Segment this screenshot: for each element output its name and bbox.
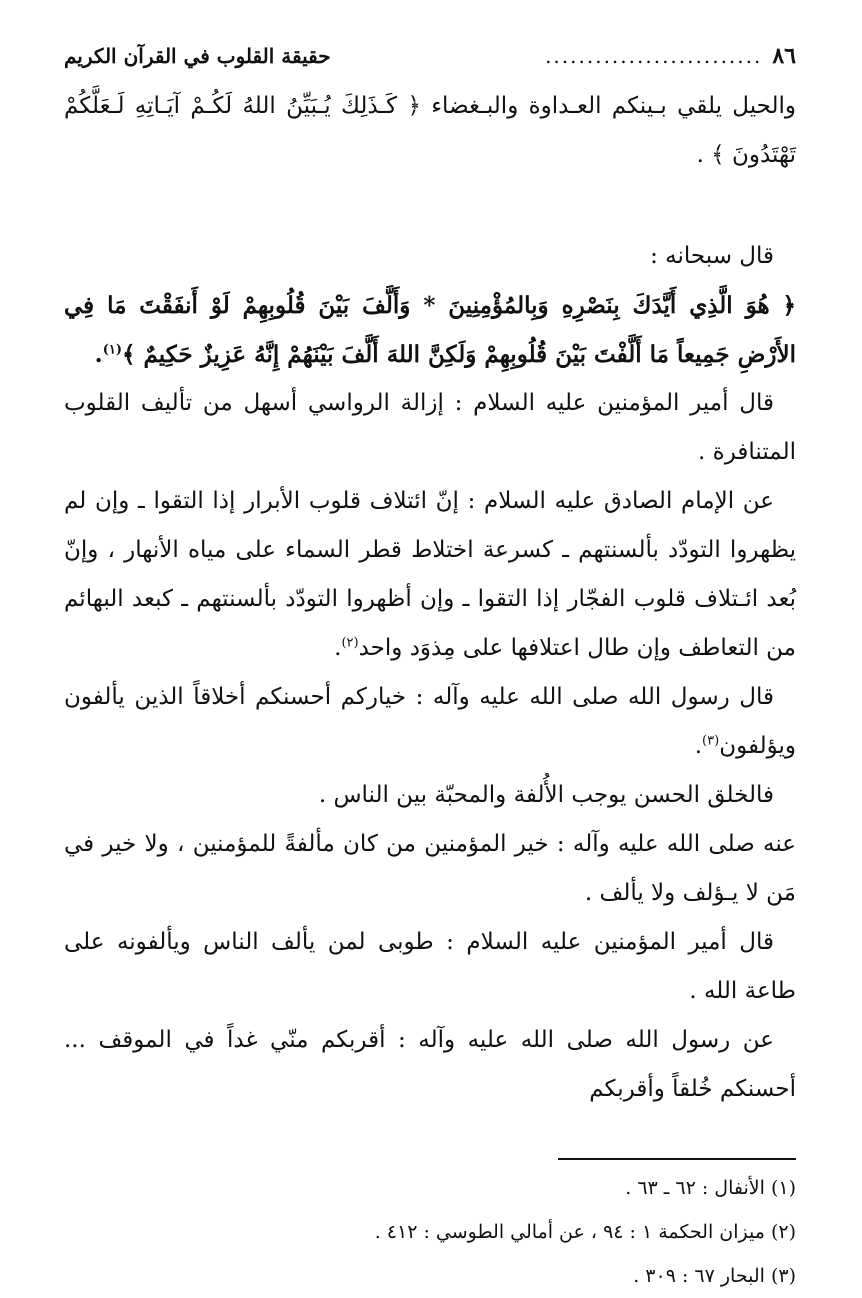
footnotes bbox=[64, 1166, 796, 1298]
footnote-2: (٢) ميزان الحكمة ١ : ٩٤ ، عن أمالي الطوسي : ٤١٢ . bbox=[374, 1221, 796, 1243]
footnote-mark-3: (٣) bbox=[702, 733, 720, 749]
header-dots: .......................... bbox=[545, 44, 763, 68]
footnote-3: (٣) البحار ٦٧ : ٣٠٩ . bbox=[633, 1265, 796, 1287]
paragraph-hadith-2: عن الإمام الصادق عليه السلام : إنّ ائتلاف قلوب الأبرار إذا التقوا ـ وإن لم يظهروا التودّد بألسنتهم ـ كسرعة اختلاط قطر السماء على مياه الأنهار ، وإنّ بُعد ائـتلاف قلوب الفجّار إذا التقوا ـ وإن أظهروا التودّد بألسنتهم ـ كبعد البهائم من التعاطف وإن طال اعتلافها على مِذوَد واحد$^{(٢)}$. bbox=[64, 488, 796, 661]
footnote-1: (١) الأنفال : ٦٢ ـ ٦٣ . bbox=[625, 1177, 796, 1199]
running-header bbox=[64, 36, 796, 76]
footnote-separator bbox=[558, 1158, 796, 1160]
paragraph-commentary: فالخلق الحسن يوجب الأُلفة والمحبّة بين الناس . bbox=[318, 782, 774, 808]
body-text bbox=[64, 82, 796, 1114]
book-title: حقيقة القلوب في القرآن الكريم bbox=[64, 44, 331, 68]
footnote-mark-2: (٢) bbox=[341, 635, 359, 651]
paragraph-continuation: والحيل يلقي بـينكم العـداوة والبـغضاء ﴿ كَـذَلِكَ يُـبَيِّنُ اللهُ لَكُـمْ آيَـاتِهِ لَـعَلَّكُمْ تَهْتَدُونَ ﴾ . bbox=[64, 93, 796, 168]
quran-verse: ﴿ هُوَ الَّذِي أَيَّدَكَ بِنَصْرِهِ وَبِالمُؤْمِنِينَ * وَأَلَّفَ بَيْنَ قُلُوبِهِمْ لَوْ أَنفَقْتَ مَا فِي الأَرْضِ جَمِيعاً مَا أَلَّفْتَ بَيْنَ قُلُوبِهِمْ وَلَكِنَّ اللهَ أَلَّفَ بَيْنَهُمْ إِنَّهُ عَزِيزٌ حَكِيمٌ ﴾$^{(١)}$. bbox=[64, 292, 796, 368]
page-number: ٨٦ bbox=[772, 43, 796, 69]
paragraph-hadith-1: قال أمير المؤمنين عليه السلام : إزالة الرواسي أسهل من تأليف القلوب المتنافرة . bbox=[64, 390, 796, 465]
paragraph-hadith-3: قال رسول الله صلى الله عليه وآله : خياركم أحسنكم أخلاقاً الذين يألفون ويؤلفون$^{(٣)}$. bbox=[64, 684, 796, 759]
paragraph-verse-intro: قال سبحانه : bbox=[650, 243, 774, 269]
book-page bbox=[64, 36, 796, 1298]
paragraph-hadith-6: عن رسول الله صلى الله عليه وآله : أقربكم منّي غداً في الموقف ... أحسنكم خُلقاً وأقربكم bbox=[64, 1027, 796, 1102]
paragraph-hadith-5: قال أمير المؤمنين عليه السلام : طوبى لمن يألف الناس ويألفونه على طاعة الله . bbox=[64, 929, 796, 1004]
footnote-mark-1: (١) bbox=[102, 342, 122, 358]
paragraph-spacer bbox=[64, 180, 796, 232]
paragraph-hadith-4: عنه صلى الله عليه وآله : خير المؤمنين من كان مألفةً للمؤمنين ، ولا خير في مَن لا يـؤلف ولا يألف . bbox=[64, 831, 796, 906]
